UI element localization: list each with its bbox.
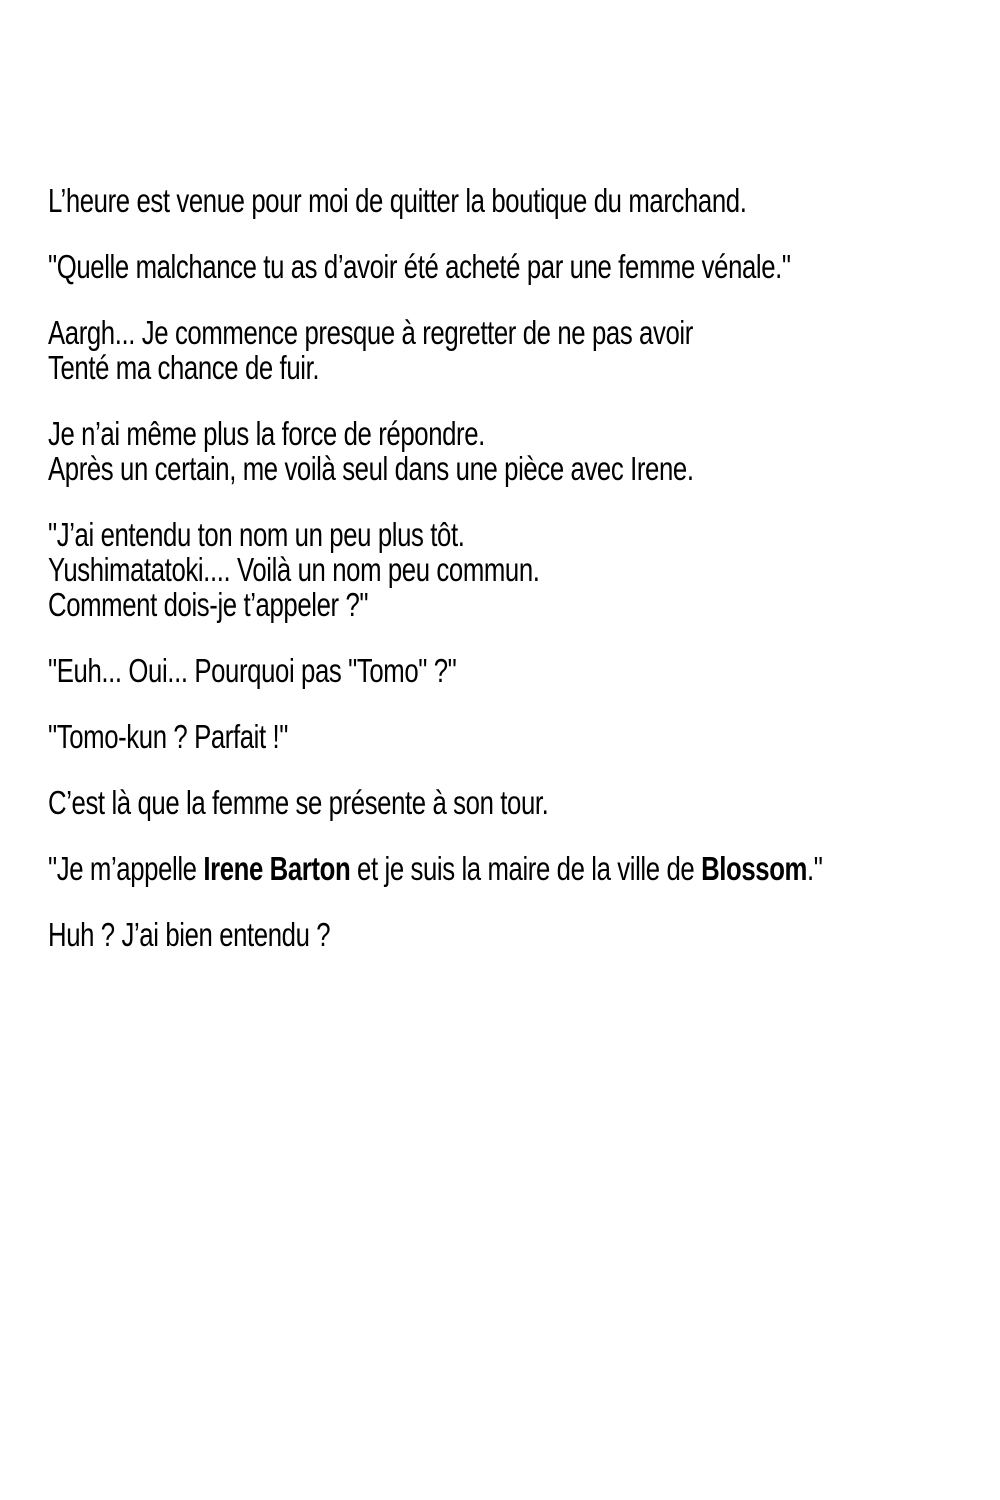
city-name-blossom: Blossom (701, 850, 808, 887)
paragraph-dialogue (48, 653, 783, 688)
text-line: Après un certain, me voilà seul dans une pièce avec Irene. (48, 450, 694, 487)
paragraph-dialogue (48, 719, 783, 754)
text-line (48, 850, 823, 887)
text-line: Aargh... Je commence presque à regretter de ne pas avoir (48, 314, 693, 351)
text-line: Yushimatatoki.... Voilà un nom peu commun. (48, 551, 540, 588)
character-name-irene-barton: Irene Barton (203, 850, 351, 887)
text-segment: ." (807, 850, 823, 887)
paragraph-narration (48, 785, 783, 820)
text-segment: et je suis la maire de la ville de (350, 850, 702, 887)
paragraph-narration (48, 315, 783, 385)
paragraph-dialogue-introduction (48, 850, 823, 887)
paragraph-narration (48, 416, 783, 486)
text-line: L’heure est venue pour moi de quitter la boutique du marchand. (48, 182, 747, 219)
paragraph-dialogue (48, 248, 791, 285)
text-line: "Euh... Oui... Pourquoi pas "Tomo" ?" (48, 652, 457, 689)
text-line: Huh ? J’ai bien entendu ? (48, 916, 331, 953)
paragraph-narration (48, 183, 783, 218)
text-line: Comment dois-je t’appeler ?" (48, 586, 369, 623)
text-line: Tenté ma chance de fuir. (48, 349, 320, 386)
text-line: C’est là que la femme se présente à son tour. (48, 784, 549, 821)
paragraph-narration (48, 917, 783, 952)
text-line: "J’ai entendu ton nom un peu plus tôt. (48, 516, 465, 553)
text-line: "Quelle malchance tu as d’avoir été acheté par une femme vénale." (48, 248, 791, 285)
text-line: Je n’ai même plus la force de répondre. (48, 415, 485, 452)
text-segment: "Je m’appelle (48, 850, 204, 887)
paragraph-dialogue (48, 517, 783, 622)
text-line: "Tomo-kun ? Parfait !" (48, 718, 289, 755)
